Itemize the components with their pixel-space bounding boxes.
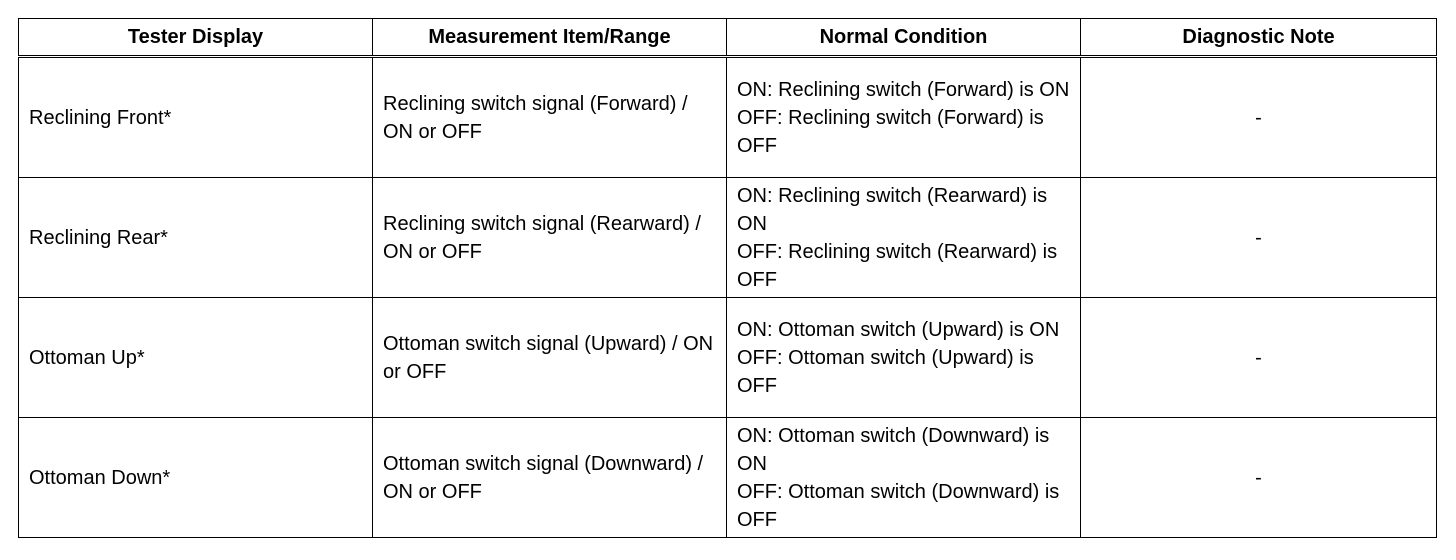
condition-off-text: OFF: Ottoman switch (Upward) is OFF — [737, 346, 1034, 397]
cell-measurement-item: Reclining switch signal (Rearward) / ON or OFF — [373, 178, 727, 298]
header-tester-display: Tester Display — [19, 19, 373, 57]
condition-off-text: OFF: Reclining switch (Forward) is OFF — [737, 106, 1044, 157]
table-body — [19, 57, 1437, 538]
cell-measurement-item: Reclining switch signal (Forward) / ON or OFF — [373, 57, 727, 178]
condition-off-text: OFF: Reclining switch (Rearward) is OFF — [737, 240, 1058, 291]
header-row — [19, 19, 1437, 57]
cell-tester-display: Reclining Rear* — [19, 178, 373, 298]
header-measurement-item-range: Measurement Item/Range — [373, 19, 727, 57]
cell-normal-condition — [727, 57, 1081, 178]
table-row — [19, 418, 1437, 538]
cell-tester-display: Ottoman Down* — [19, 418, 373, 538]
table-row — [19, 178, 1437, 298]
cell-diagnostic-note: - — [1081, 298, 1437, 418]
table-row — [19, 298, 1437, 418]
cell-measurement-item: Ottoman switch signal (Upward) / ON or OFF — [373, 298, 727, 418]
header-normal-condition: Normal Condition — [727, 19, 1081, 57]
cell-diagnostic-note: - — [1081, 178, 1437, 298]
cell-diagnostic-note: - — [1081, 57, 1437, 178]
table-row — [19, 57, 1437, 178]
cell-normal-condition — [727, 298, 1081, 418]
table-header — [19, 19, 1437, 57]
condition-off-text: OFF: Ottoman switch (Downward) is OFF — [737, 480, 1060, 531]
cell-measurement-item: Ottoman switch signal (Downward) / ON or OFF — [373, 418, 727, 538]
cell-normal-condition — [727, 178, 1081, 298]
condition-on-text: ON: Reclining switch (Rearward) is ON — [737, 184, 1048, 235]
condition-on-text: ON: Ottoman switch (Upward) is ON — [737, 318, 1060, 341]
cell-tester-display: Reclining Front* — [19, 57, 373, 178]
header-diagnostic-note: Diagnostic Note — [1081, 19, 1437, 57]
cell-tester-display: Ottoman Up* — [19, 298, 373, 418]
data-list-table — [18, 18, 1437, 538]
cell-normal-condition — [727, 418, 1081, 538]
condition-on-text: ON: Reclining switch (Forward) is ON — [737, 78, 1070, 101]
condition-on-text: ON: Ottoman switch (Downward) is ON — [737, 424, 1050, 475]
cell-diagnostic-note: - — [1081, 418, 1437, 538]
